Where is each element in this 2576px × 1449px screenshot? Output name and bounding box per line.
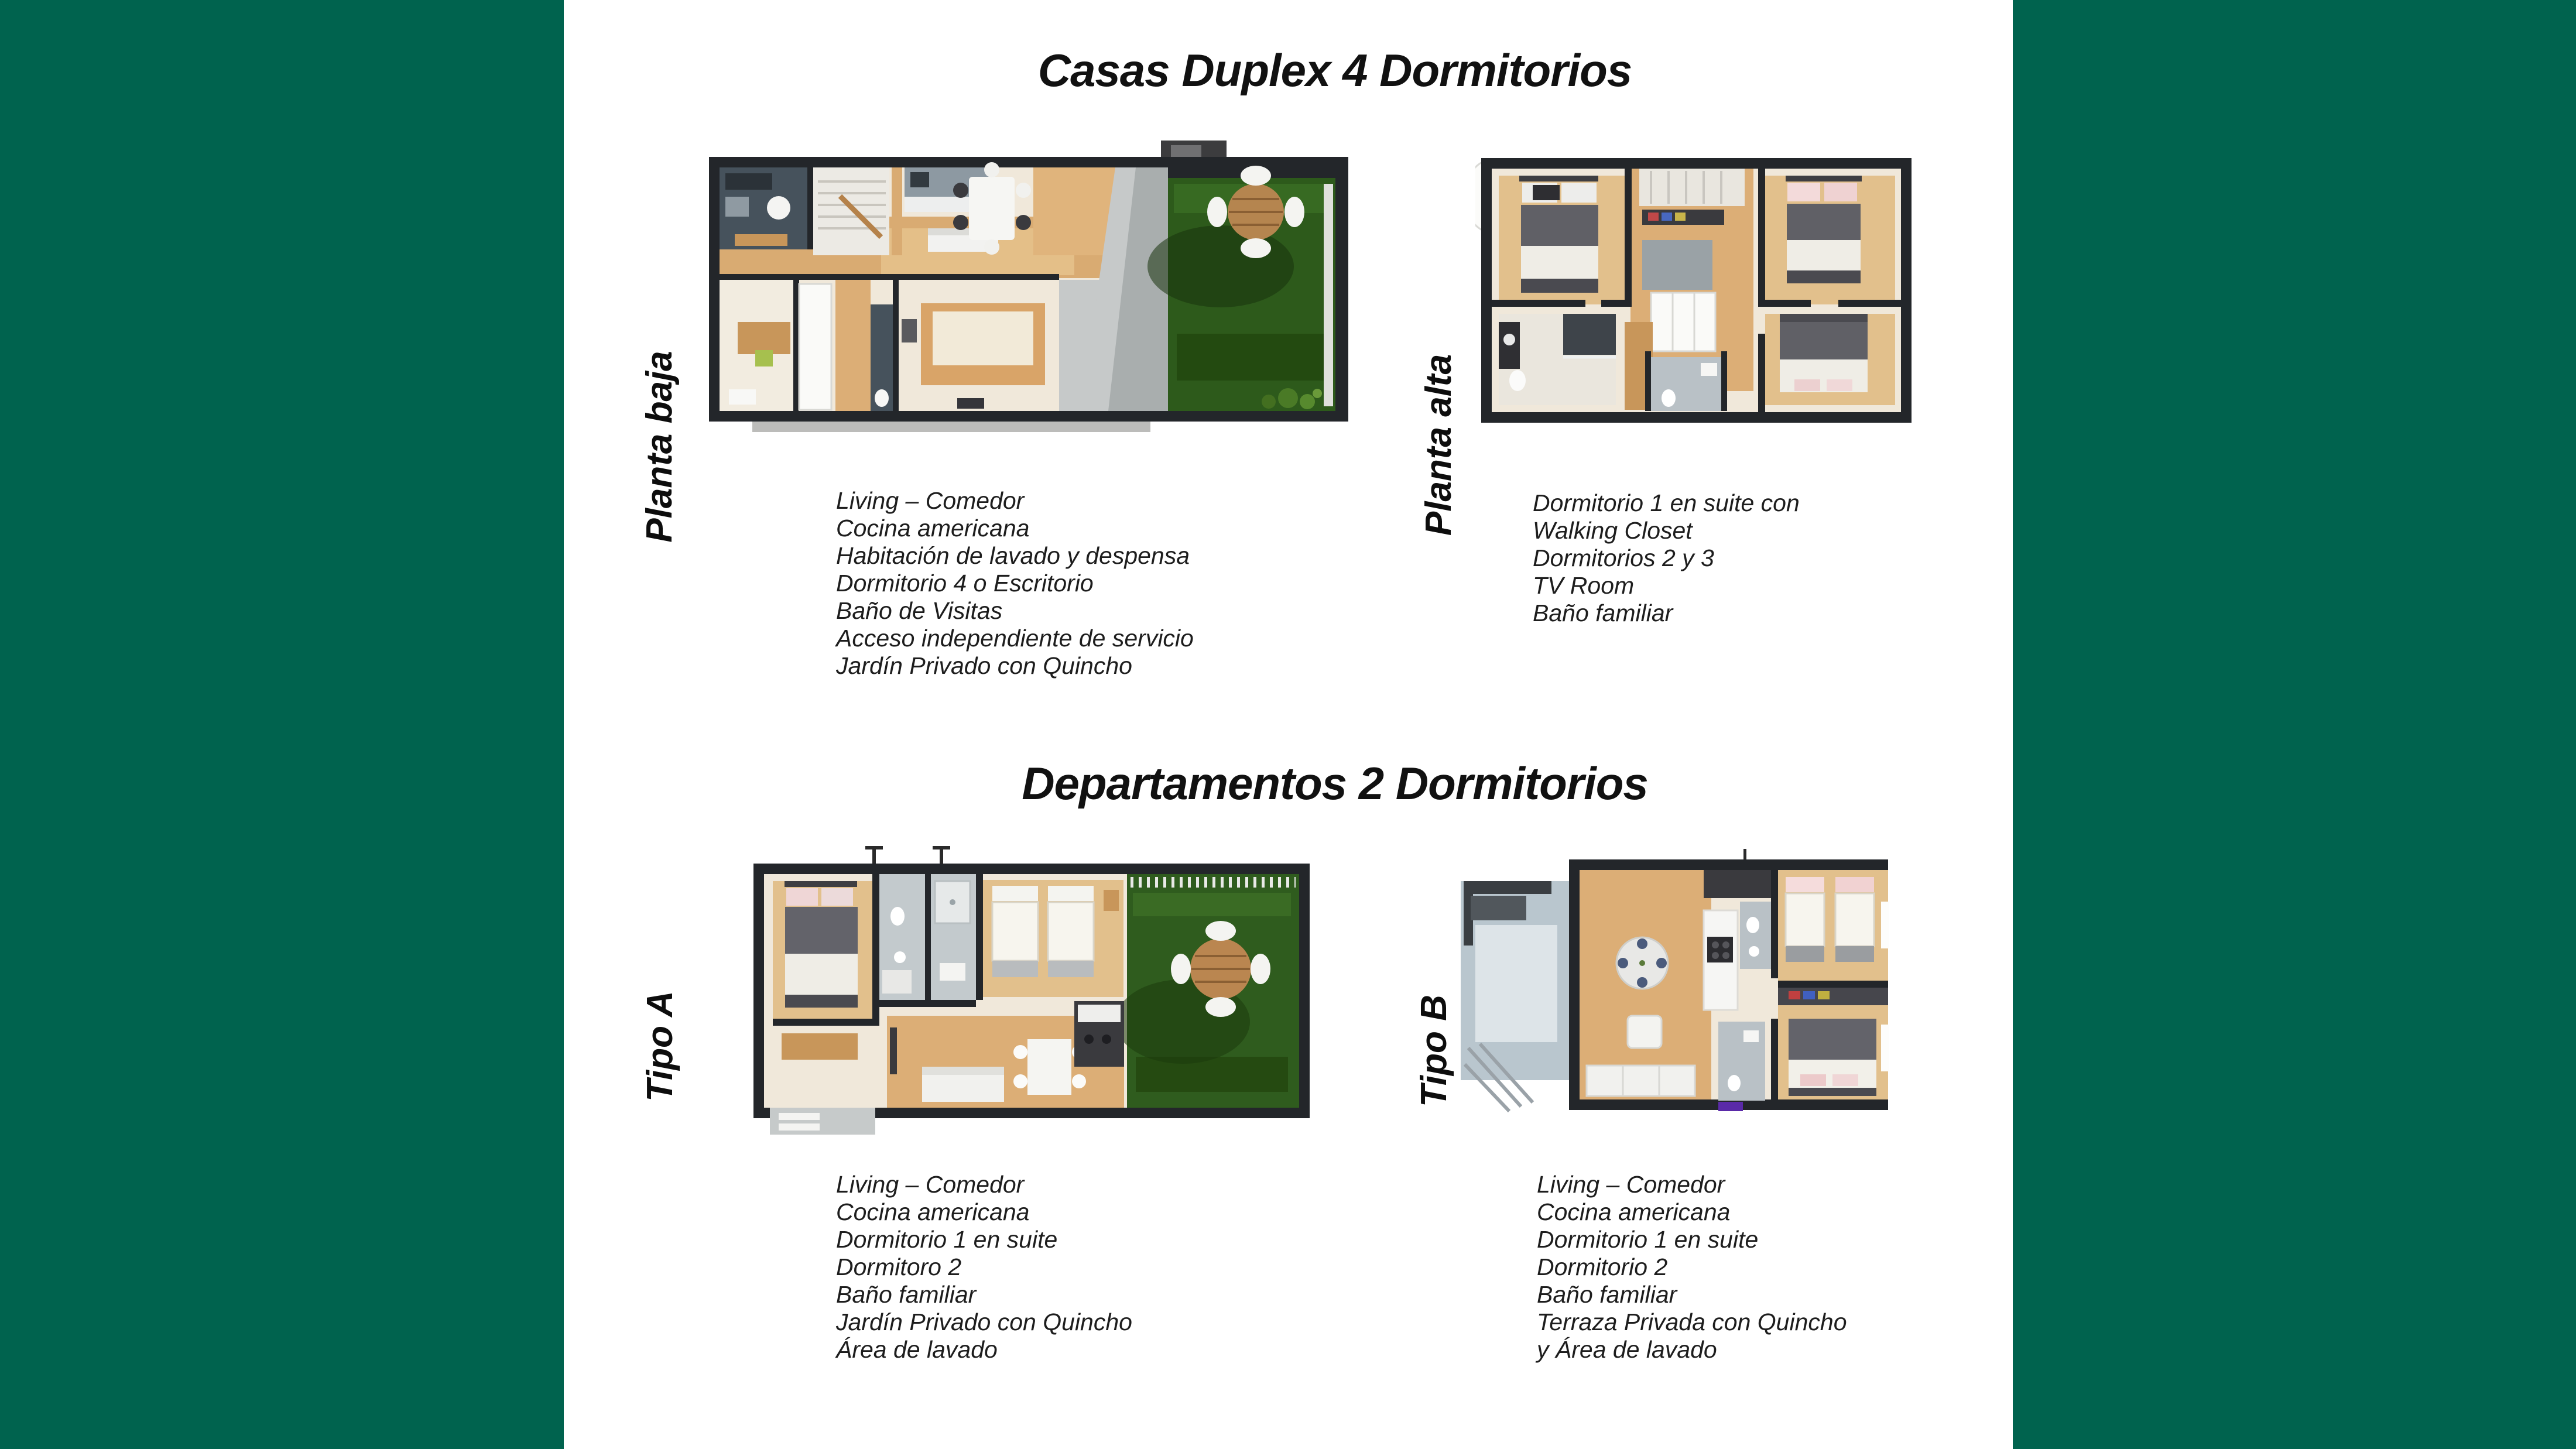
feature-item: Dormitorios 2 y 3	[1533, 544, 1714, 571]
floor-plan-tipo-b	[1452, 849, 1903, 1121]
left-green-bar	[0, 0, 564, 1449]
feature-item: Baño familiar	[836, 1281, 977, 1308]
feature-item: Living – Comedor	[836, 1171, 1025, 1198]
section-title-casas-duplex: Casas Duplex 4 Dormitorios	[1037, 44, 1632, 96]
feature-list-planta-alta	[1533, 489, 1800, 627]
feature-list-tipo-b	[1537, 1171, 1847, 1364]
section-title-departamentos: Departamentos 2 Dormitorios	[1022, 758, 1648, 809]
feature-item: Terraza Privada con Quincho	[1537, 1308, 1847, 1335]
right-green-bar	[2013, 0, 2576, 1449]
feature-item: Walking Closet	[1533, 517, 1693, 544]
feature-item: Dormitorio 2	[1537, 1253, 1668, 1280]
plan-label-planta-alta: Planta alta	[1419, 354, 1459, 536]
feature-item: Living – Comedor	[836, 487, 1025, 514]
plan-label-tipo-a: Tipo A	[640, 991, 680, 1102]
feature-item: Living – Comedor	[1537, 1171, 1725, 1198]
feature-item: Baño familiar	[1533, 600, 1673, 626]
feature-item: Dormitorio 1 en suite con	[1533, 489, 1800, 516]
feature-item: Baño de Visitas	[836, 597, 1003, 624]
floor-plan-planta-baja-image	[705, 141, 1364, 433]
feature-list-planta-baja	[836, 487, 1194, 680]
feature-item: Cocina americana	[836, 515, 1030, 542]
feature-item: Área de lavado	[836, 1336, 998, 1363]
floor-plan-planta-alta	[1475, 146, 1917, 433]
feature-item: Dormitorio 4 o Escritorio	[836, 570, 1094, 597]
feature-list-tipo-a	[836, 1171, 1132, 1364]
plan-label-planta-baja: Planta baja	[639, 351, 680, 543]
dining-table	[1616, 937, 1668, 989]
floor-plan-planta-alta-image	[1475, 146, 1917, 433]
feature-item: Dormitoro 2	[836, 1253, 962, 1280]
feature-item: Jardín Privado con Quincho	[836, 652, 1132, 679]
feature-item: Dormitorio 1 en suite	[1537, 1226, 1759, 1253]
feature-item: Jardín Privado con Quincho	[836, 1308, 1132, 1335]
floor-plan-tipo-a-image	[746, 846, 1317, 1136]
feature-item: Cocina americana	[836, 1198, 1030, 1225]
feature-item: Acceso independiente de servicio	[836, 625, 1194, 652]
feature-item: y Área de lavado	[1537, 1336, 1717, 1363]
plan-label-tipo-b: Tipo B	[1414, 995, 1454, 1107]
feature-item: Dormitorio 1 en suite	[836, 1226, 1058, 1253]
floor-plan-tipo-a	[746, 846, 1317, 1136]
feature-item: Habitación de lavado y despensa	[836, 542, 1190, 569]
feature-item: TV Room	[1533, 572, 1635, 599]
floor-plan-planta-baja	[705, 141, 1364, 433]
floor-plan-tipo-b-image	[1452, 849, 1903, 1121]
feature-item: Cocina americana	[1537, 1198, 1731, 1225]
feature-item: Baño familiar	[1537, 1281, 1677, 1308]
